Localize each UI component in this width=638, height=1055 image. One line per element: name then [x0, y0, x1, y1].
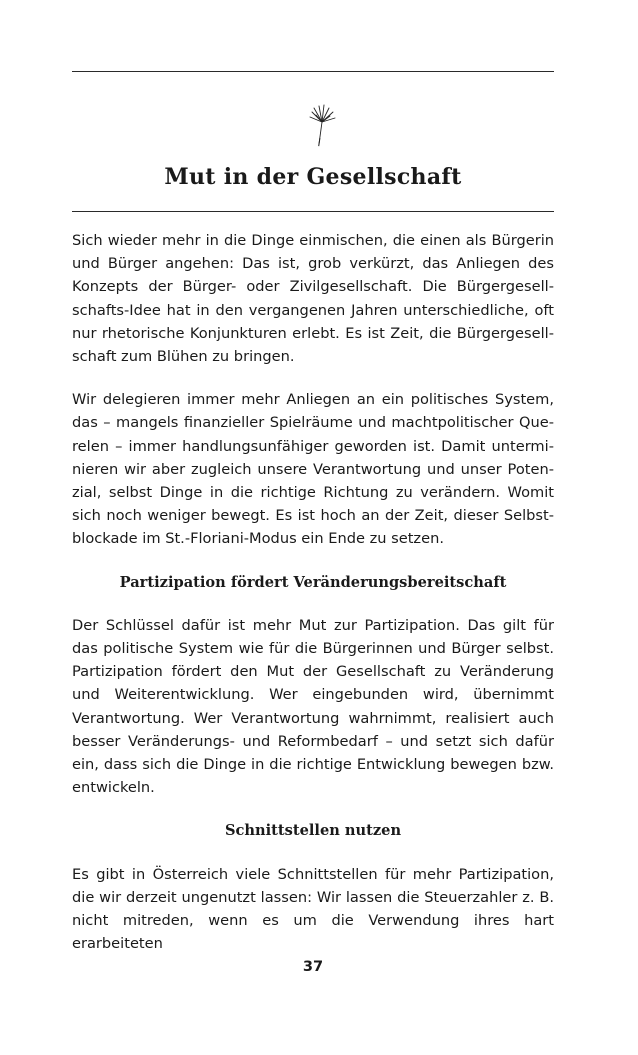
paragraph: Wir delegieren immer mehr Anliegen an ein politisches System, das – mangels finanzieller Spielräume und machtpolitischer Querelen – immer handlungsunfähiger geworden ist. Damit unterminieren wir aber zugleich unsere Verantwortung und unser Potenzial, selbst Dinge in die richtige Richtung zu verändern. Womit sich noch weniger bewegt. Es ist hoch an der Zeit, dieser Selbstblockade im St.-Floriani-Modus ein Ende zu setzen. [72, 391, 554, 548]
top-rule [72, 71, 554, 72]
page-title: Mut in der Gesellschaft [164, 164, 462, 190]
subheading: Schnittstellen nutzen [224, 822, 402, 840]
title-rule [72, 211, 554, 212]
body-text [72, 229, 554, 955]
page-number: 37 [302, 958, 324, 975]
dandelion-seed-icon [300, 100, 340, 150]
paragraph: Es gibt in Österreich viele Schnittstellen für mehr Partizipation, die wir derzeit ungenutzt lassen: Wir lassen die Steuerzahler z. B. nicht mitreden, wenn es um die Verwendung ihres hart erarbeiteten [72, 865, 554, 953]
subheading: Partizipation fördert Veränderungsbereitschaft [119, 573, 507, 591]
paragraph: Der Schlüssel dafür ist mehr Mut zur Partizipation. Das gilt für das politische System wie für die Bürgerinnen und Bürger selbst. Partizipation fördert den Mut der Gesellschaft zu Veränderung und Weiterentwicklung. Wer eingebunden wird, übernimmt Verantwortung. Wer Verantwortung wahrnimmt, realisiert auch besser Veränderungs- und Reformbedarf – und setzt sich dafür ein, dass sich die Dinge in die richtige Entwicklung bewegen bzw. entwickeln. [72, 616, 554, 797]
paragraph: Sich wieder mehr in die Dinge einmischen, die einen als Bürgerin und Bürger angehen: Das ist, grob verkürzt, das Anliegen des Konzepts der Bürger- oder Zivilgesellschaft. Die Bürgergesellschafts-Idee hat in den vergangenen Jahren unterschiedliche, oft nur rhetorische Konjunkturen erlebt. Es ist Zeit, die Bürgergesellschaft zum Blühen zu bringen. [72, 232, 554, 366]
